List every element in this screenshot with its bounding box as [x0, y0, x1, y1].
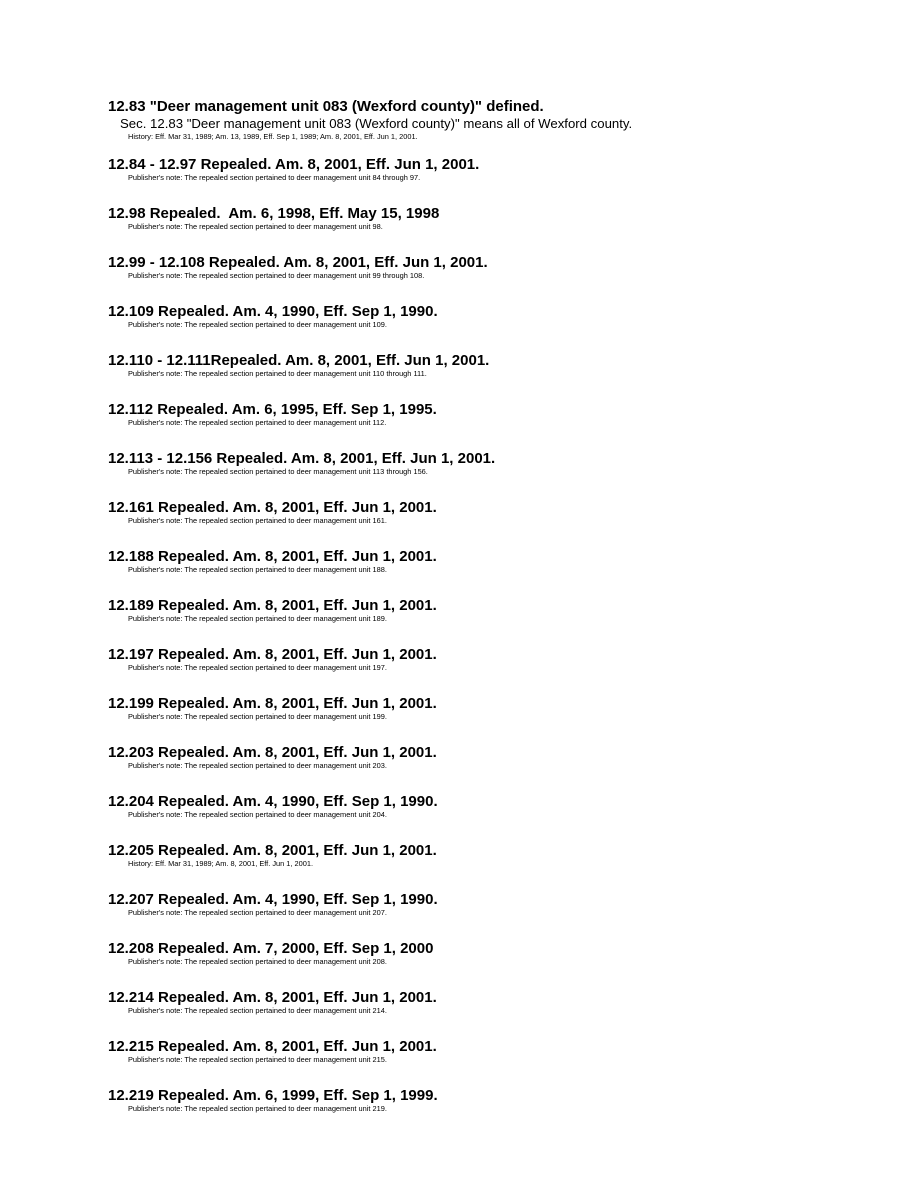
section-entry	[108, 450, 888, 499]
publisher-note: Publisher's note: The repealed section pertained to deer management unit 99 through 108.	[128, 271, 425, 280]
publisher-note: Publisher's note: The repealed section pertained to deer management unit 98.	[128, 222, 383, 231]
section-heading: 12.99 - 12.108 Repealed. Am. 8, 2001, Eff. Jun 1, 2001.	[108, 254, 488, 271]
section-entry	[108, 303, 888, 352]
publisher-note: Publisher's note: The repealed section pertained to deer management unit 203.	[128, 761, 387, 770]
section-entry	[108, 401, 888, 450]
section-heading: 12.110 - 12.111Repealed. Am. 8, 2001, Eff. Jun 1, 2001.	[108, 352, 490, 369]
publisher-note: Publisher's note: The repealed section pertained to deer management unit 199.	[128, 712, 387, 721]
publisher-note: Publisher's note: The repealed section pertained to deer management unit 204.	[128, 810, 387, 819]
publisher-note: Publisher's note: The repealed section pertained to deer management unit 109.	[128, 320, 387, 329]
section-entry	[108, 989, 888, 1038]
section-entry	[108, 352, 888, 401]
section-entry	[108, 499, 888, 548]
publisher-note: Publisher's note: The repealed section pertained to deer management unit 197.	[128, 663, 387, 672]
section-entry-12-83	[108, 98, 888, 141]
section-entry	[108, 842, 888, 891]
document-page	[108, 98, 888, 1136]
section-heading: 12.197 Repealed. Am. 8, 2001, Eff. Jun 1, 2001.	[108, 646, 437, 663]
section-heading: 12.113 - 12.156 Repealed. Am. 8, 2001, Eff. Jun 1, 2001.	[108, 450, 496, 467]
section-heading: 12.214 Repealed. Am. 8, 2001, Eff. Jun 1, 2001.	[108, 989, 437, 1006]
publisher-note: Publisher's note: The repealed section pertained to deer management unit 161.	[128, 516, 387, 525]
history-note: History: Eff. Mar 31, 1989; Am. 8, 2001, Eff. Jun 1, 2001.	[128, 859, 314, 868]
section-heading: 12.188 Repealed. Am. 8, 2001, Eff. Jun 1, 2001.	[108, 548, 437, 565]
section-entry	[108, 548, 888, 597]
section-entry	[108, 793, 888, 842]
section-heading: 12.98 Repealed. Am. 6, 1998, Eff. May 15, 1998	[108, 205, 440, 222]
section-entry	[108, 744, 888, 793]
publisher-note: Publisher's note: The repealed section pertained to deer management unit 110 through 111.	[128, 369, 427, 378]
section-heading: 12.189 Repealed. Am. 8, 2001, Eff. Jun 1, 2001.	[108, 597, 437, 614]
publisher-note: Publisher's note: The repealed section pertained to deer management unit 112.	[128, 418, 387, 427]
publisher-note: Publisher's note: The repealed section pertained to deer management unit 113 through 156.	[128, 467, 428, 476]
section-heading: 12.84 - 12.97 Repealed. Am. 8, 2001, Eff. Jun 1, 2001.	[108, 156, 480, 173]
section-entry	[108, 156, 888, 205]
publisher-note: Publisher's note: The repealed section pertained to deer management unit 189.	[128, 614, 387, 623]
section-heading: 12.207 Repealed. Am. 4, 1990, Eff. Sep 1, 1990.	[108, 891, 438, 908]
section-entry	[108, 891, 888, 940]
section-heading: 12.219 Repealed. Am. 6, 1999, Eff. Sep 1, 1999.	[108, 1087, 438, 1104]
publisher-note: Publisher's note: The repealed section pertained to deer management unit 215.	[128, 1055, 387, 1064]
section-heading: 12.215 Repealed. Am. 8, 2001, Eff. Jun 1, 2001.	[108, 1038, 437, 1055]
publisher-note: Publisher's note: The repealed section pertained to deer management unit 84 through 97.	[128, 173, 421, 182]
section-heading: 12.109 Repealed. Am. 4, 1990, Eff. Sep 1, 1990.	[108, 303, 438, 320]
section-entry	[108, 597, 888, 646]
section-heading: 12.199 Repealed. Am. 8, 2001, Eff. Jun 1, 2001.	[108, 695, 437, 712]
section-entry	[108, 1038, 888, 1087]
publisher-note: Publisher's note: The repealed section pertained to deer management unit 214.	[128, 1006, 387, 1015]
section-heading: 12.203 Repealed. Am. 8, 2001, Eff. Jun 1, 2001.	[108, 744, 437, 761]
publisher-note: Publisher's note: The repealed section pertained to deer management unit 208.	[128, 957, 387, 966]
publisher-note: Publisher's note: The repealed section pertained to deer management unit 188.	[128, 565, 387, 574]
section-heading: 12.112 Repealed. Am. 6, 1995, Eff. Sep 1, 1995.	[108, 401, 437, 418]
section-entry	[108, 940, 888, 989]
section-heading: 12.208 Repealed. Am. 7, 2000, Eff. Sep 1, 2000	[108, 940, 434, 957]
section-body: Sec. 12.83 "Deer management unit 083 (Wexford county)" means all of Wexford county.	[120, 116, 633, 131]
section-entry	[108, 205, 888, 254]
section-heading: 12.204 Repealed. Am. 4, 1990, Eff. Sep 1, 1990.	[108, 793, 438, 810]
history-note: History: Eff. Mar 31, 1989; Am. 13, 1989, Eff. Sep 1, 1989; Am. 8, 2001, Eff. Jun 1, 2001.	[128, 132, 418, 141]
section-heading: 12.161 Repealed. Am. 8, 2001, Eff. Jun 1, 2001.	[108, 499, 437, 516]
section-heading: 12.83 "Deer management unit 083 (Wexford county)" defined.	[108, 98, 544, 115]
publisher-note: Publisher's note: The repealed section pertained to deer management unit 207.	[128, 908, 387, 917]
repealed-sections-list	[108, 156, 888, 1136]
section-entry	[108, 695, 888, 744]
section-entry	[108, 1087, 888, 1136]
publisher-note: Publisher's note: The repealed section pertained to deer management unit 219.	[128, 1104, 387, 1113]
section-entry	[108, 254, 888, 303]
section-entry	[108, 646, 888, 695]
section-heading: 12.205 Repealed. Am. 8, 2001, Eff. Jun 1, 2001.	[108, 842, 437, 859]
